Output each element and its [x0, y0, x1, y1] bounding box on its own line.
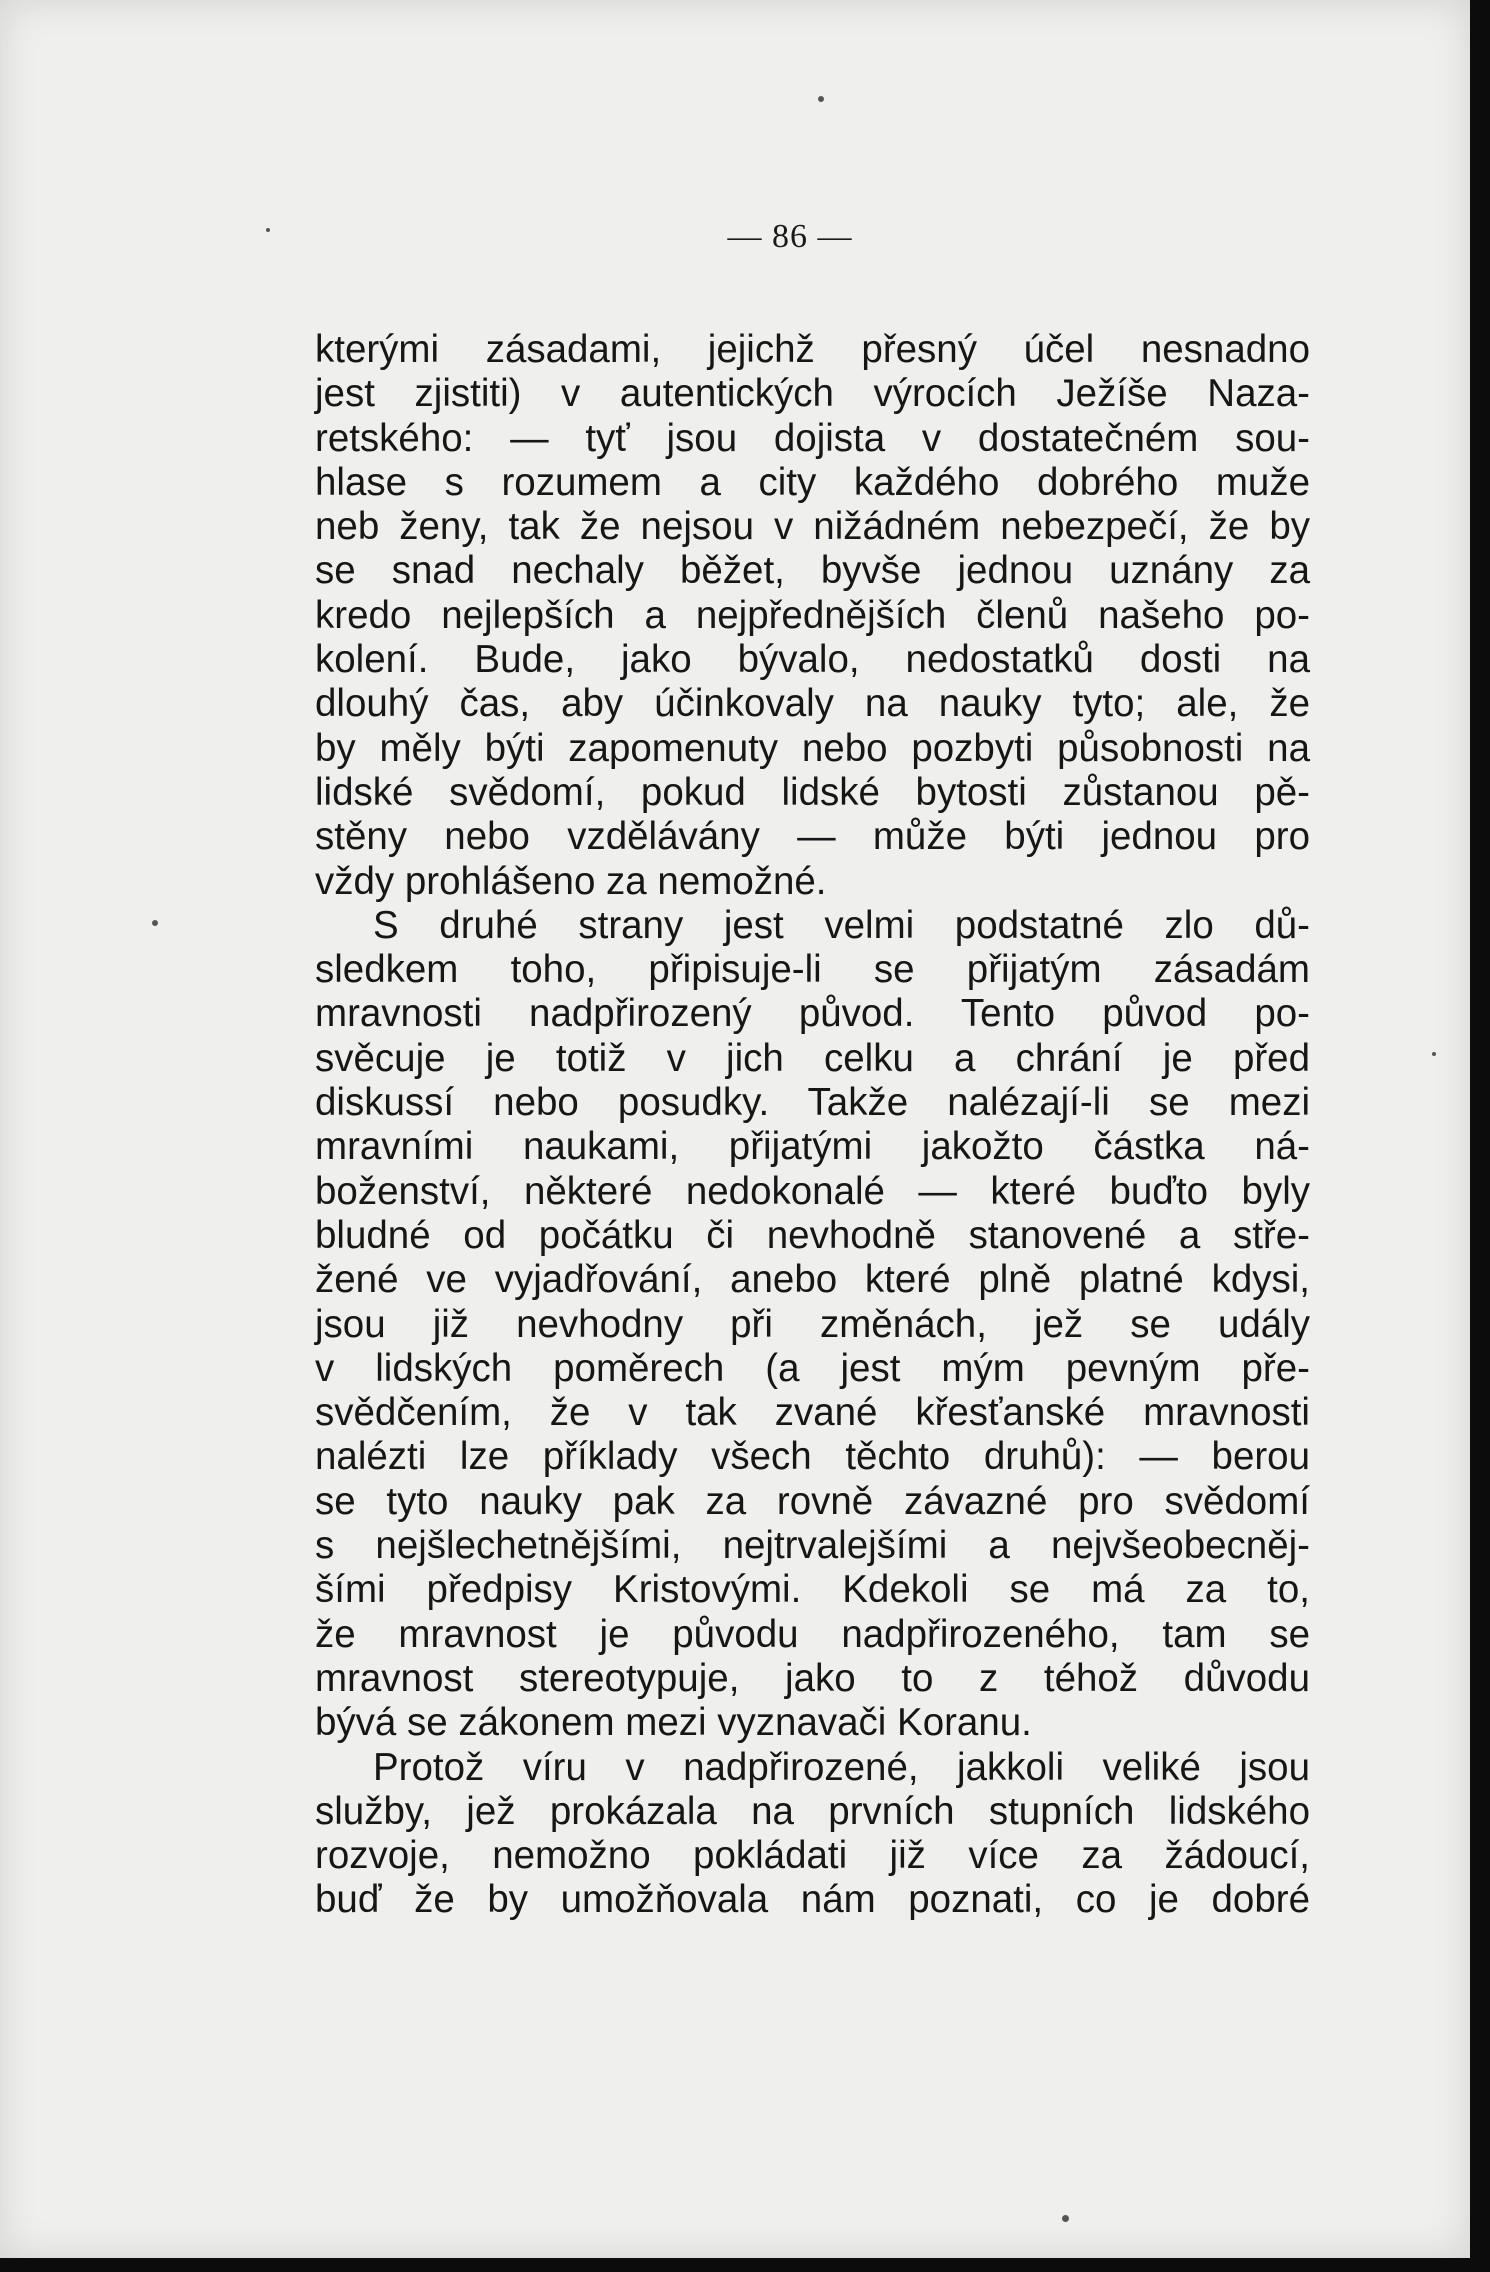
text-line: mravnost stereotypuje, jako to z téhož důvodu	[315, 1656, 1310, 1700]
paragraph	[315, 904, 1310, 1746]
text-line: s nejšlechetnějšími, nejtrvalejšími a nejvšeobecněj-	[315, 1524, 1310, 1568]
text-line: že mravnost je původu nadpřirozeného, tam se	[315, 1612, 1310, 1656]
text-line: nalézti lze příklady všech těchto druhů): — berou	[315, 1435, 1310, 1479]
page-edge-right	[1470, 0, 1490, 2272]
page-number: — 86 —	[727, 218, 853, 255]
body-text	[315, 328, 1310, 1923]
text-line: dlouhý čas, aby účinkovaly na nauky tyto; ale, že	[315, 682, 1310, 726]
text-line: svědčením, že v tak zvané křesťanské mravnosti	[315, 1391, 1310, 1435]
text-line: svěcuje je totiž v jich celku a chrání je před	[315, 1036, 1310, 1080]
text-line: jest zjistiti) v autentických výrocích Ježíše Naza-	[315, 372, 1310, 416]
text-line: se snad nechaly běžet, byvše jednou uznány za	[315, 549, 1310, 593]
page-edge-bottom	[0, 2258, 1490, 2272]
scan-speck	[152, 920, 158, 926]
text-line: S druhé strany jest velmi podstatné zlo dů-	[373, 903, 1310, 947]
scan-speck	[818, 96, 824, 102]
text-line: žené ve vyjadřování, anebo které plně platné kdysi,	[315, 1258, 1310, 1302]
text-line: stěny nebo vzdělávány — může býti jednou pro	[315, 815, 1310, 859]
text-line: bludné od počátku či nevhodně stanovené a stře-	[315, 1213, 1310, 1257]
text-line: kolení. Bude, jako bývalo, nedostatků dosti na	[315, 638, 1310, 682]
paragraph	[315, 328, 1310, 904]
text-line: neb ženy, tak že nejsou v nižádném nebezpečí, že by	[315, 505, 1310, 549]
scan-speck	[1062, 2215, 1069, 2222]
text-line: kterými zásadami, jejichž přesný účel nesnadno	[315, 328, 1310, 371]
text-line: boženství, některé nedokonalé — které buďto byly	[315, 1169, 1310, 1213]
text-line: Protož víru v nadpřirozené, jakkoli veliké jsou	[373, 1745, 1310, 1789]
text-line: kredo nejlepších a nejpřednějších členů našeho po-	[315, 593, 1310, 637]
scan-speck	[1432, 1052, 1436, 1056]
text-line: šími předpisy Kristovými. Kdekoli se má za to,	[315, 1568, 1310, 1612]
text-line: hlase s rozumem a city každého dobrého muže	[315, 460, 1310, 504]
text-line: služby, jež prokázala na prvních stupních lidského	[315, 1789, 1310, 1833]
text-line: sledkem toho, připisuje-li se přijatým zásadám	[315, 948, 1310, 992]
text-line: bývá se zákonem mezi vyznavači Koranu.	[315, 1701, 1032, 1745]
text-line: mravními naukami, přijatými jakožto částka ná-	[315, 1125, 1310, 1169]
text-line: rozvoje, nemožno pokládati již více za žádoucí,	[315, 1834, 1310, 1878]
text-line: by měly býti zapomenuty nebo pozbyti působnosti na	[315, 726, 1310, 770]
text-line: se tyto nauky pak za rovně závazné pro svědomí	[315, 1479, 1310, 1523]
text-line: jsou již nevhodny při změnách, jež se udály	[315, 1302, 1310, 1346]
text-line: v lidských poměrech (a jest mým pevným pře-	[315, 1346, 1310, 1390]
text-line: retského: — tyť jsou dojista v dostatečném sou-	[315, 416, 1310, 460]
text-line: buď že by umožňovala nám poznati, co je dobré	[315, 1878, 1310, 1922]
text-line: mravnosti nadpřirozený původ. Tento původ po-	[315, 992, 1310, 1036]
text-line: lidské svědomí, pokud lidské bytosti zůstanou pě-	[315, 770, 1310, 814]
text-line: vždy prohlášeno za nemožné.	[315, 859, 827, 903]
text-line: diskussí nebo posudky. Takže nalézají-li se mezi	[315, 1081, 1310, 1125]
scan-speck	[266, 228, 270, 232]
paragraph	[315, 1746, 1310, 1923]
